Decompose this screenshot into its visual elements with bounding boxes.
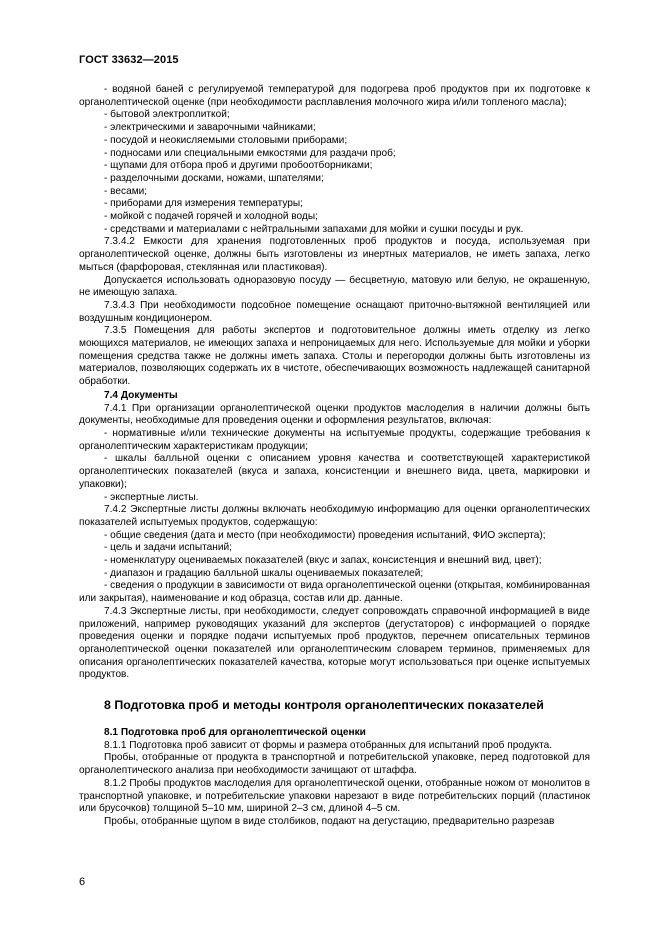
list-item: - приборами для измерения температуры; bbox=[104, 198, 303, 210]
list-item: - шкалы балльной оценки с описанием уровня качества и соответствующей характеристикой органолептических показателей (вкуса и запаха, консистенции и внешнего вида, цвета, маркировки и упаковки); bbox=[79, 453, 590, 490]
list-item: - общие сведения (дата и место (при необходимости) проведения испытаний, ФИО эксперта); bbox=[104, 529, 546, 541]
paragraph: 7.4.3 Экспертные листы, при необходимости, следует сопровождать справочной информацией в виде приложений, например руководящих указаний для экспертов (дегустаторов) с информацией о порядке проведения оценки и порядке подачи испытуемых проб продуктов, перечнем описательных терминов органолептической оценки показателей или органолептическим словарем терминов, применяемых для описания органолептических показателей качества, которые могут использоваться при оценке испытуемых продуктов. bbox=[79, 605, 590, 681]
paragraph: 7.4.1 При организации органолептической оценки продуктов маслоделия в наличии должны быть документы, необходимые для проведения оценки и оформления результатов, включая: bbox=[79, 402, 590, 427]
list-item: - средствами и материалами с нейтральными запахами для мойки и сушки посуды и рук. bbox=[104, 223, 524, 235]
paragraph: 7.3.4.3 При необходимости подсобное помещение оснащают приточно-вытяжной вентиляцией или воздушным кондиционером. bbox=[79, 299, 590, 324]
list-item: - водяной баней с регулируемой температурой для подогрева проб продуктов при их подготовке к органолептической оценке (при необходимости расплавления молочного жира и/или топленого масла); bbox=[79, 84, 590, 108]
subsection-heading: 7.4 Документы bbox=[104, 389, 178, 401]
list-item: - нормативные и/или технические документы на испытуемые продукты, содержащие требования к органолептическим характеристикам продукции; bbox=[79, 427, 590, 452]
list-item: - диапазон и градацию балльной шкалы оцениваемых показателей; bbox=[104, 567, 424, 579]
list-item: - мойкой с подачей горячей и холодной воды; bbox=[104, 211, 318, 223]
list-item: - разделочными досками, ножами, шпателями; bbox=[104, 172, 324, 184]
paragraph: Пробы, отобранные от продукта в транспортной и потребительской упаковке, перед подготовкой для органолептического анализа при необходимости зачищают от штаффа. bbox=[79, 752, 590, 777]
list-item: - электрическими и заварочными чайниками; bbox=[104, 122, 316, 134]
paragraph: Пробы, отобранные щупом в виде столбиков, подают на дегустацию, предварительно разрезав bbox=[104, 815, 555, 827]
paragraph: 7.3.4.2 Емкости для хранения подготовленных проб продуктов и посуда, используемая при органолептической оценке, должны быть изготовлены из инертных материалов, не иметь запаха, легко мыться (фарфоровая, стеклянная или пластиковая). bbox=[79, 236, 590, 273]
list-item: - сведения о продукции в зависимости от вида органолептической оценки (открытая, комбинированная или закрытая), наименование и код образца, состав или др. данные. bbox=[79, 580, 590, 605]
list-item: - номенклатуру оцениваемых показателей (вкус и запах, консистенция и внешний вид, цвет); bbox=[104, 555, 542, 567]
document-header: ГОСТ 33632—2015 bbox=[79, 54, 179, 66]
paragraph: 7.3.5 Помещения для работы экспертов и подготовительное должны иметь отделку из легко моющихся материалов, не имеющих запаха и непроницаемых для него. Используемые для мойки и уборки помещения средства также не должны иметь запаха. Столы и перегородки должны быть изготовлены из материалов, позволяющих содержать их в чистоте, обеспечивающих возможность надлежащей санитарной обработки. bbox=[79, 325, 590, 388]
list-item: - цель и задачи испытаний; bbox=[104, 542, 232, 554]
paragraph: 8.1.2 Пробы продуктов маслоделия для органолептической оценки, отобранные ножом от монолитов в транспортной упаковке, и потребительские упаковки нарезают в виде потребительских порций (пластинок или брусочков) толщиной 5–10 мм, шириной 2–3 см, длиной 4–5 см. bbox=[79, 777, 590, 815]
document-body bbox=[79, 84, 590, 829]
paragraph: Допускается использовать одноразовую посуду — бесцветную, матовую или белую, не окрашенную, не имеющую запаха. bbox=[79, 274, 590, 299]
paragraph: 8.1.1 Подготовка проб зависит от формы и размера отобранных для испытаний проб продукта. bbox=[104, 739, 553, 751]
list-item: - щупами для отбора проб и другими пробоотборниками; bbox=[104, 160, 373, 172]
list-item: - подносами или специальными емкостями для раздачи проб; bbox=[104, 147, 396, 159]
list-item: - экспертные листы. bbox=[104, 491, 199, 503]
paragraph: 7.4.2 Экспертные листы должны включать необходимую информацию для оценки органолептических показателей испытуемых продуктов, содержащую: bbox=[79, 504, 590, 528]
list-item: - бытовой электроплиткой; bbox=[104, 109, 230, 121]
list-item: - весами; bbox=[104, 185, 148, 197]
page-number: 6 bbox=[79, 876, 86, 888]
subsection-heading: 8.1 Подготовка проб для органолептической оценки bbox=[104, 727, 366, 739]
section-heading: 8 Подготовка проб и методы контроля органолептических показателей bbox=[104, 698, 544, 713]
list-item: - посудой и неокисляемыми столовыми приборами; bbox=[104, 134, 348, 146]
